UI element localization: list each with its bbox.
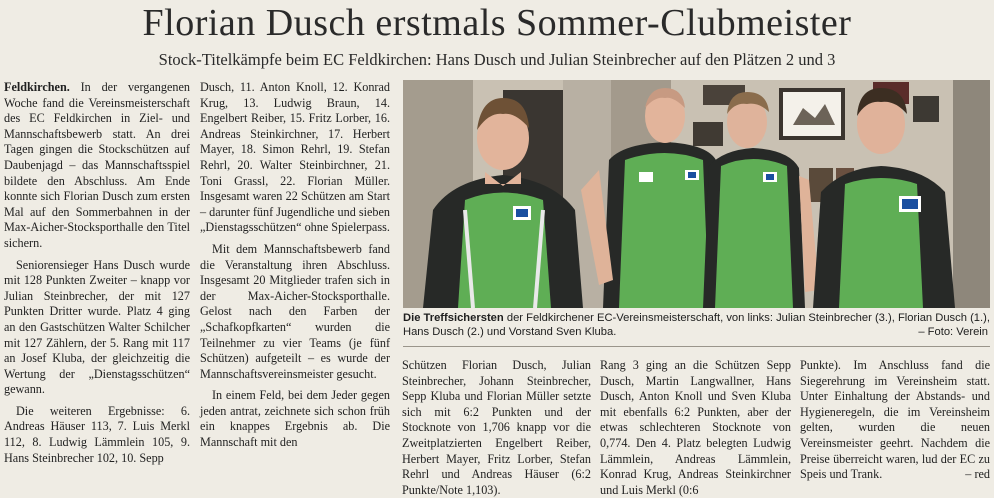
subheadline: Stock-Titelkämpfe beim EC Feldkirchen: Hans Dusch und Julian Steinbrecher auf den Plätzen 2 und 3: [158, 50, 836, 69]
paragraph: In einem Feld, bei dem Jeder gegen jeden antrat, zeichnete sich schon früh ein knappes Ergebnis ab. Die Mannschaft mit den: [200, 388, 390, 450]
article-column-1: [4, 80, 190, 466]
paragraph: Schützen Florian Dusch, Julian Steinbrecher, Johann Steinbrecher, Sepp Kluba und Florian Müller setzte sich mit 6:2 Punkten und der Stocknote von 1,706 knapp vor die Zweitplatzierten Engelbert Reiber, Herbert Mayer, Fritz Lorber, Stefan Rehrl und Andreas Häuser (6:2 Punkte/Note 1,103).: [402, 358, 591, 497]
caption-text: der Feldkirchener EC-Vereinsmeisterschaft, von links: Julian Steinbrecher (3.), Florian Dusch (1.), Hans Dusch (2.) und Vorstand Sven Kluba.: [403, 312, 990, 338]
paragraph-text: Punkte). Im Anschluss fand die Siegerehrung im Vereinsheim statt. Unter Einhaltung der Abstands- und Hygieneregeln, die im Vereinsheim gelten, wurden die neuen Vereinsmeister geehrt. Nachdem die Preise überreicht waren, lud der EC zu Speis und Trank.: [800, 358, 990, 482]
paragraph: Rang 3 ging an die Schützen Sepp Dusch, Martin Langwallner, Hans Dusch, Anton Knoll und Sven Kluba mit ebenfalls 6:2 Punkten, aber der etwas schlechteren Stocknote von 0,774. Den 4. Platz belegten Ludwig Lämmlein, Andreas Lämmlein, Konrad Krug, Andreas Steinkirchner und Luis Merkl (0:6: [600, 358, 791, 497]
dateline: Feldkirchen.: [4, 80, 70, 94]
caption-divider: [403, 346, 990, 347]
paragraph: Dusch, 11. Anton Knoll, 12. Konrad Krug, 13. Ludwig Braun, 14. Engelbert Reiber, 15. Fritz Lorber, 16. Andreas Steinkirchner, 17. Herbert Mayer, 18. Simon Rehrl, 19. Stefan Rehrl, 20. Walter Steinbirchner, 21. Toni Grassl, 22. Florian Müller. Insgesamt waren 22 Schützen am Start – darunter fünf Jugendliche und sieben „Dienstagsschützen“ ohne Spielerpass.: [200, 80, 390, 235]
article-column-2: [200, 80, 390, 451]
paragraph: [800, 358, 990, 483]
paragraph: Die weiteren Ergebnisse: 6. Andreas Häuser 113, 7. Luis Merkl 112, 8. Ludwig Lämmlein 105, 9. Hans Steinbrecher 102, 10. Sepp: [4, 403, 190, 465]
photo-credit: – Foto: Verein: [918, 326, 988, 338]
paragraph: Seniorensieger Hans Dusch wurde mit 128 Punkten Zweiter – knapp vor Julian Steinbrecher, der mit 127 Punkten Dritter wurde. Platz 4 ging an den Gastschützen Walter Schilcher mit 127 Zählern, der 5. Rang mit 117 an Josef Kluba, der gleichzeitig die Wertung der „Dienstagsschützen“ gewann.: [4, 257, 190, 397]
paragraph: [4, 80, 190, 252]
team-photo-illustration: [403, 80, 990, 308]
article-column-4: [600, 358, 791, 498]
headline: Florian Dusch erstmals Sommer-Clubmeister: [142, 2, 852, 44]
article-column-3: [402, 358, 591, 498]
caption-lead: Die Treffsichersten: [403, 312, 504, 324]
paragraph: Mit dem Mannschaftsbewerb fand die Veranstaltung ihren Abschluss. Insgesamt 20 Mitglieder trafen sich in der Max-Aicher-Stocksporthalle. Gelost nach den Farben der „Schafkopfkarten“ wurden die Teilnehmer zu vier Teams (je fünf Schützen) aufgeteilt – es wurde der Mannschaftsvereinsmeister gesucht.: [200, 241, 390, 381]
author-sign: – red: [965, 467, 990, 482]
paragraph-text: In der vergangenen Woche fand die Vereinsmeisterschaft des EC Feldkirchen in Ziel- und Mannschaftsbewerb statt. An drei Tagen gingen die Stockschützen auf Daubenjagd – das Mannschaftsspiel bildete den Abschluss. Am Ende konnte sich Florian Dusch zum ersten Mal auf den Sommerbahnen in der Max-Aicher-Stocksporthalle den Titel sichern.: [4, 80, 190, 250]
team-photo: [403, 80, 990, 308]
article-column-5: [800, 358, 990, 483]
photo-caption: [403, 311, 990, 339]
